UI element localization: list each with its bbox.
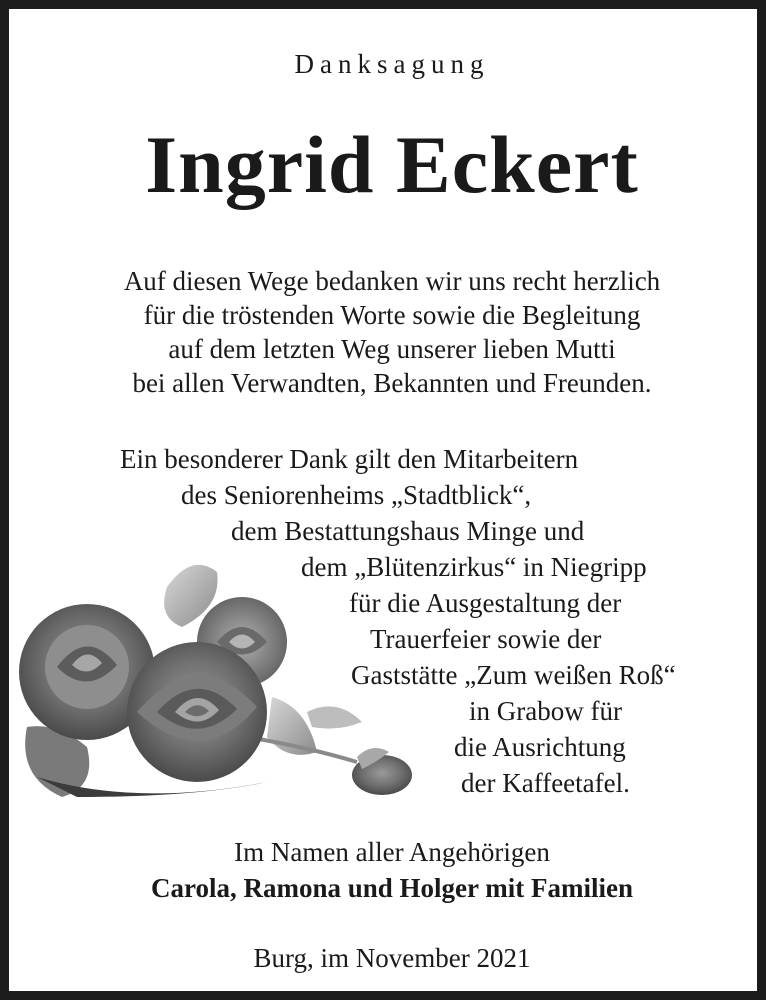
signature-intro: Im Namen aller Angehörigen	[234, 837, 550, 867]
text-line: für die tröstenden Worte sowie die Begleitung	[143, 300, 641, 330]
text-line: Gaststätte „Zum weißen Roß“	[351, 660, 676, 690]
text-line: dem Bestattungshaus Minge und	[231, 516, 585, 546]
deceased-name: Ingrid Eckert	[145, 119, 639, 210]
text-line: bei allen Verwandten, Bekannten und Freunden.	[132, 368, 652, 398]
text-line: Trauerfeier sowie der	[370, 624, 602, 654]
text-line: dem „Blütenzirkus“ in Niegripp	[301, 552, 647, 582]
text-line: des Seniorenheims „Stadtblick“,	[181, 480, 532, 510]
text-line: der Kaffeetafel.	[461, 768, 630, 798]
heading: Danksagung	[294, 49, 490, 79]
text-line: Auf diesen Wege bedanken wir uns recht herzlich	[123, 266, 661, 296]
text-line: in Grabow für	[469, 696, 622, 726]
place-date: Burg, im November 2021	[253, 943, 531, 973]
text-line: auf dem letzten Weg unserer lieben Mutti	[168, 334, 616, 364]
signature-names: Carola, Ramona und Holger mit Familien	[150, 873, 633, 903]
text-line: für die Ausgestaltung der	[349, 588, 622, 618]
text-line: die Ausrichtung	[454, 732, 626, 762]
text-line: Ein besonderer Dank gilt den Mitarbeitern	[120, 444, 579, 474]
